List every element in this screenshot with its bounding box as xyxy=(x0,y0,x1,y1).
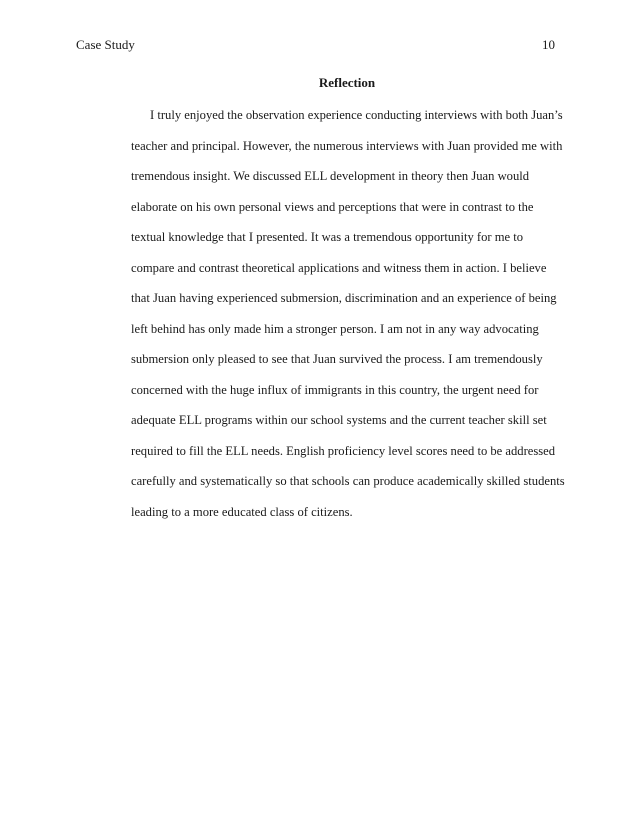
paragraph-line: required to fill the ELL needs. English proficiency level scores need to be addressed xyxy=(131,443,556,458)
paragraph-line: carefully and systematically so that schools can produce academically skilled students xyxy=(131,474,565,488)
paragraph-line: compare and contrast theoretical applications and witness them in action. I believe xyxy=(131,260,547,275)
paragraph-line: tremendous insight. We discussed ELL development in theory then Juan would xyxy=(131,169,530,183)
paragraph-line: teacher and principal. However, the numerous interviews with Juan provided me with xyxy=(131,138,563,153)
running-head: Case Study xyxy=(76,37,135,52)
paragraph-line: I truly enjoyed the observation experience conducting interviews with both Juan’s xyxy=(150,108,563,122)
paragraph-line: submersion only pleased to see that Juan survived the process. I am tremendously xyxy=(131,352,543,366)
section-title: Reflection xyxy=(318,75,376,90)
paragraph-line: elaborate on his own personal views and perceptions that were in contrast to the xyxy=(131,199,534,214)
paragraph-line: adequate ELL programs within our school systems and the current teacher skill set xyxy=(131,413,547,427)
paragraph-line: concerned with the huge influx of immigrants in this country, the urgent need for xyxy=(131,382,539,397)
reflection-paragraph xyxy=(131,100,565,527)
paragraph-line: left behind has only made him a stronger person. I am not in any way advocating xyxy=(131,321,539,336)
paragraph-line: textual knowledge that I presented. It was a tremendous opportunity for me to xyxy=(131,230,524,244)
paragraph-line: that Juan having experienced submersion, discrimination and an experience of being xyxy=(131,291,557,305)
page-number: 10 xyxy=(542,37,555,52)
paragraph-line: leading to a more educated class of citizens. xyxy=(131,504,353,519)
